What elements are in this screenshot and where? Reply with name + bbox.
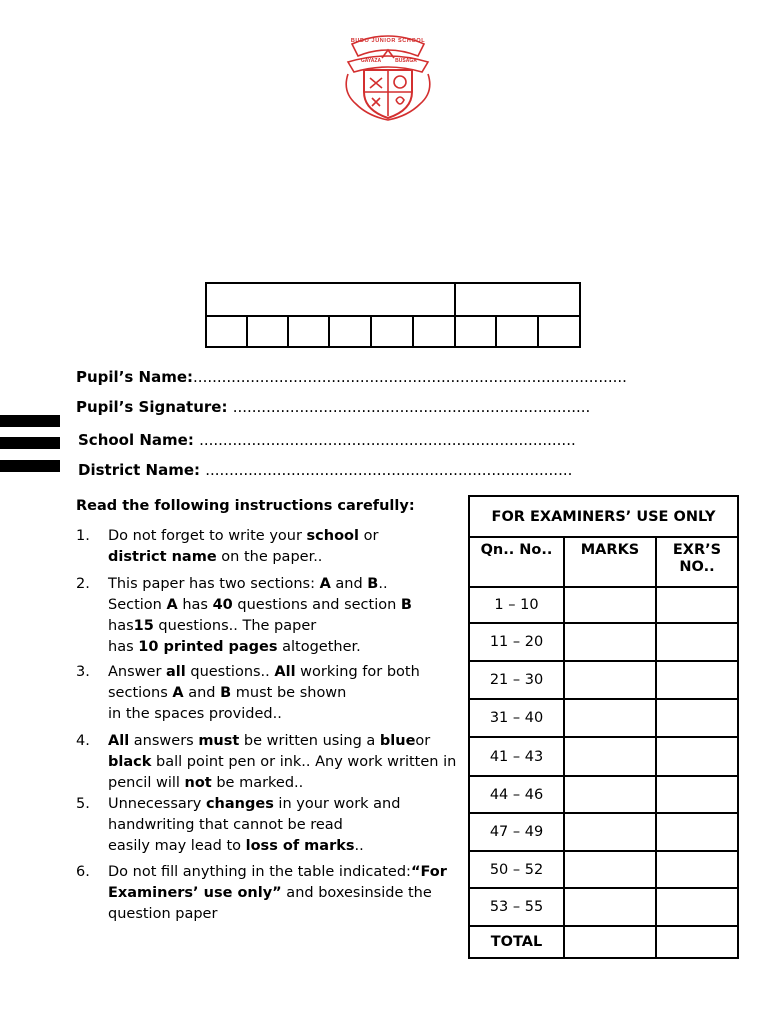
question-range: 50 – 52 bbox=[469, 851, 564, 888]
instruction-line bbox=[108, 616, 448, 637]
question-range: 47 – 49 bbox=[469, 813, 564, 851]
pupil-signature-dots[interactable]: ........................................................................... bbox=[232, 398, 591, 416]
svg-text:BUDO JUNIOR SCHOOL: BUDO JUNIOR SCHOOL bbox=[350, 38, 426, 44]
column-header-exr-line2: NO.. bbox=[679, 559, 715, 575]
district-name-label: District Name: bbox=[78, 461, 200, 479]
question-range: 11 – 20 bbox=[469, 623, 564, 661]
instruction-line bbox=[108, 904, 448, 925]
instruction-text: handwriting that cannot be read bbox=[108, 817, 343, 833]
instruction-text-bold: 10 printed pages bbox=[138, 639, 278, 655]
instruction-text-bold: B bbox=[367, 576, 379, 592]
index-digit-cell[interactable] bbox=[455, 316, 496, 347]
svg-text:BUSAGA: BUSAGA bbox=[395, 58, 417, 64]
column-header-marks: MARKS bbox=[564, 537, 656, 587]
instruction-line bbox=[108, 637, 448, 658]
instruction-line bbox=[108, 547, 448, 568]
instruction-line bbox=[108, 794, 448, 815]
instruction-line bbox=[108, 752, 457, 773]
question-range: 44 – 46 bbox=[469, 776, 564, 813]
index-digit-cell[interactable] bbox=[371, 316, 413, 347]
instruction-text-bold: B bbox=[220, 685, 232, 701]
instruction-text: .. bbox=[354, 838, 364, 854]
instruction-number: 3. bbox=[76, 664, 90, 680]
instruction-text: altogether. bbox=[277, 639, 361, 655]
instruction-text: sections bbox=[108, 685, 173, 701]
instruction-text: Answer bbox=[108, 664, 167, 680]
instruction-text: and boxesinside the bbox=[281, 885, 432, 901]
question-range: 1 – 10 bbox=[469, 587, 564, 623]
instruction-line bbox=[108, 883, 448, 904]
svg-text:GAYAZA: GAYAZA bbox=[360, 58, 382, 64]
instruction-text: ball point pen or ink.. Any work written in bbox=[151, 754, 457, 770]
exr-no-cell[interactable] bbox=[656, 813, 738, 851]
instruction-number: 5. bbox=[76, 796, 90, 812]
margin-bar bbox=[0, 415, 60, 427]
instruction-text: question paper bbox=[108, 906, 218, 922]
instruction-text: in the spaces provided.. bbox=[108, 706, 282, 722]
instruction-text: easily may lead to bbox=[108, 838, 246, 854]
pupil-signature-field[interactable] bbox=[76, 398, 590, 416]
instruction-text: and bbox=[330, 576, 368, 592]
district-name-field[interactable] bbox=[78, 461, 572, 479]
instruction-text-bold: must bbox=[198, 733, 240, 749]
instruction-number: 4. bbox=[76, 733, 90, 749]
instruction-text-bold: All bbox=[274, 664, 296, 680]
instruction-item bbox=[76, 731, 457, 794]
instruction-item bbox=[76, 862, 448, 925]
instruction-text-bold: B bbox=[400, 597, 412, 613]
index-digit-cell[interactable] bbox=[496, 316, 538, 347]
instruction-line bbox=[108, 773, 448, 794]
instruction-line bbox=[108, 574, 448, 595]
exr-no-cell[interactable] bbox=[656, 661, 738, 699]
examiners-table-title: FOR EXAMINERS’ USE ONLY bbox=[469, 496, 738, 537]
school-crest-logo bbox=[338, 30, 438, 122]
school-name-field[interactable] bbox=[78, 431, 576, 449]
instruction-text: has bbox=[108, 639, 139, 655]
instruction-line bbox=[108, 662, 448, 683]
instruction-text-bold: 15 bbox=[133, 618, 154, 634]
examiners-table-row bbox=[469, 661, 738, 699]
marks-cell[interactable] bbox=[564, 661, 656, 699]
instruction-text-bold: black bbox=[108, 754, 152, 770]
examiners-table-row bbox=[469, 888, 738, 926]
pupil-name-dots[interactable]: ........................................................................................... bbox=[193, 368, 627, 386]
exr-no-cell[interactable] bbox=[656, 699, 738, 737]
instruction-text: pencil will bbox=[108, 775, 185, 791]
examiners-table-row bbox=[469, 737, 738, 776]
instruction-text-bold: loss of marks bbox=[245, 838, 355, 854]
instruction-text-bold: blue bbox=[379, 733, 416, 749]
index-digit-cell[interactable] bbox=[329, 316, 371, 347]
instruction-text: or bbox=[359, 528, 379, 544]
question-range: 53 – 55 bbox=[469, 888, 564, 926]
instruction-text: questions and section bbox=[232, 597, 401, 613]
instruction-text-bold: A bbox=[319, 576, 331, 592]
instruction-text: questions.. The paper bbox=[153, 618, 317, 634]
instruction-text: Do not fill anything in the table indicated: bbox=[108, 864, 411, 880]
instruction-text: answers bbox=[129, 733, 199, 749]
examiners-table-row bbox=[469, 587, 738, 623]
index-number-box-centre[interactable] bbox=[206, 283, 455, 316]
exr-no-cell[interactable] bbox=[656, 623, 738, 661]
marks-cell[interactable] bbox=[564, 851, 656, 888]
instructions-heading: Read the following instructions carefully: bbox=[76, 498, 415, 514]
instruction-text-bold: All bbox=[108, 733, 130, 749]
examiners-table-row bbox=[469, 699, 738, 737]
pupil-signature-label: Pupil’s Signature: bbox=[76, 398, 228, 416]
exr-no-cell[interactable] bbox=[656, 851, 738, 888]
examiners-table-row bbox=[469, 851, 738, 888]
instruction-text-bold: not bbox=[184, 775, 212, 791]
total-marks-cell[interactable] bbox=[564, 926, 656, 958]
instruction-line bbox=[108, 836, 448, 857]
marks-cell[interactable] bbox=[564, 737, 656, 776]
examiners-table-row bbox=[469, 813, 738, 851]
instruction-line bbox=[108, 683, 448, 704]
instruction-text-bold: school bbox=[306, 528, 359, 544]
instruction-line bbox=[108, 595, 448, 616]
column-header-exr bbox=[656, 537, 738, 587]
examiners-table-row bbox=[469, 623, 738, 661]
instruction-item bbox=[76, 574, 448, 658]
exr-no-cell[interactable] bbox=[656, 587, 738, 623]
instruction-text: be written using a bbox=[239, 733, 380, 749]
examiners-table-row bbox=[469, 776, 738, 813]
instruction-text-bold: Examiners’ use only” bbox=[108, 885, 282, 901]
instruction-line bbox=[108, 862, 448, 883]
instruction-line bbox=[108, 731, 448, 752]
instruction-text-bold: A bbox=[166, 597, 178, 613]
instruction-text: in your work and bbox=[273, 796, 401, 812]
exr-no-cell[interactable] bbox=[656, 737, 738, 776]
instruction-text-bold: district name bbox=[108, 549, 217, 565]
marks-cell[interactable] bbox=[564, 587, 656, 623]
index-digit-cell[interactable] bbox=[247, 316, 288, 347]
pupil-name-label: Pupil’s Name: bbox=[76, 368, 194, 386]
instruction-number: 2. bbox=[76, 576, 90, 592]
index-number-grid bbox=[205, 282, 581, 348]
instruction-text: or bbox=[415, 733, 431, 749]
marks-cell[interactable] bbox=[564, 623, 656, 661]
index-digit-cell[interactable] bbox=[288, 316, 329, 347]
marks-cell[interactable] bbox=[564, 699, 656, 737]
instruction-text: working for both bbox=[295, 664, 420, 680]
instruction-line bbox=[108, 526, 448, 547]
total-exr-cell[interactable] bbox=[656, 926, 738, 958]
question-range: 31 – 40 bbox=[469, 699, 564, 737]
instruction-text: must be shown bbox=[231, 685, 347, 701]
district-name-dots[interactable]: ............................................................................. bbox=[205, 461, 573, 479]
exr-no-cell[interactable] bbox=[656, 776, 738, 813]
instruction-item bbox=[76, 794, 448, 857]
instruction-text: has bbox=[108, 618, 134, 634]
margin-bar bbox=[0, 460, 60, 472]
examiners-table bbox=[468, 495, 739, 959]
instruction-text: questions.. bbox=[185, 664, 275, 680]
question-range: 41 – 43 bbox=[469, 737, 564, 776]
exr-no-cell[interactable] bbox=[656, 888, 738, 926]
index-digit-cell[interactable] bbox=[538, 316, 580, 347]
instruction-text: and bbox=[183, 685, 221, 701]
instruction-text-bold: all bbox=[166, 664, 186, 680]
marks-cell[interactable] bbox=[564, 813, 656, 851]
instruction-text: Do not forget to write your bbox=[108, 528, 307, 544]
marks-cell[interactable] bbox=[564, 888, 656, 926]
instruction-line bbox=[108, 704, 448, 725]
instruction-text: on the paper.. bbox=[216, 549, 323, 565]
instruction-text: be marked.. bbox=[211, 775, 304, 791]
column-header-qn: Qn.. No.. bbox=[469, 537, 564, 587]
school-name-label: School Name: bbox=[78, 431, 194, 449]
instruction-number: 1. bbox=[76, 528, 90, 544]
question-range: 21 – 30 bbox=[469, 661, 564, 699]
instruction-text-bold: changes bbox=[205, 796, 274, 812]
margin-bar bbox=[0, 437, 60, 449]
instruction-text: This paper has two sections: bbox=[108, 576, 320, 592]
instruction-text: has bbox=[177, 597, 213, 613]
instruction-text: Section bbox=[108, 597, 167, 613]
column-header-exr-line1: EXR’S bbox=[672, 542, 722, 558]
instruction-text-bold: A bbox=[172, 685, 184, 701]
instruction-number: 6. bbox=[76, 864, 90, 880]
index-number-box-year[interactable] bbox=[455, 283, 580, 316]
instruction-line bbox=[108, 815, 448, 836]
instruction-text: .. bbox=[378, 576, 388, 592]
pupil-name-field[interactable] bbox=[76, 368, 627, 386]
index-digit-cell[interactable] bbox=[206, 316, 247, 347]
marks-cell[interactable] bbox=[564, 776, 656, 813]
instruction-item bbox=[76, 662, 448, 725]
instruction-text: Unnecessary bbox=[108, 796, 206, 812]
instruction-item bbox=[76, 526, 448, 568]
instruction-text-bold: “For bbox=[410, 864, 447, 880]
instruction-text-bold: 40 bbox=[212, 597, 233, 613]
index-digit-cell[interactable] bbox=[413, 316, 455, 347]
total-label: TOTAL bbox=[469, 926, 564, 958]
school-name-dots[interactable]: ............................................................................... bbox=[199, 431, 576, 449]
